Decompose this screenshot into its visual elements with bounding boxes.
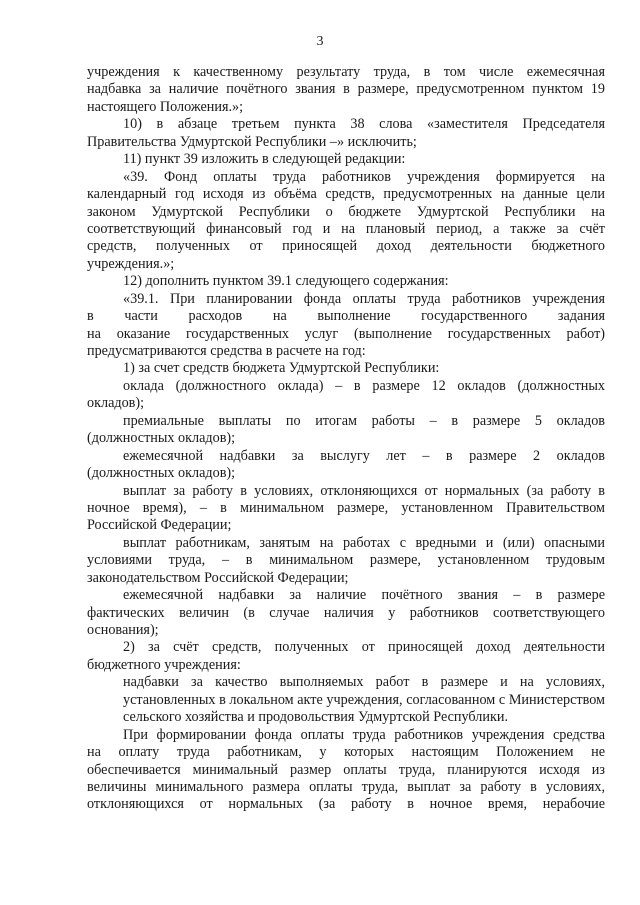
text-line: календарный год исходя из объёма средств, предусмотренных на данные цели xyxy=(87,186,605,203)
text-line: надбавка за наличие почётного звания в размере, предусмотренном пунктом 19 xyxy=(87,81,605,98)
text-line: фактических величин (в случае наличия у работников соответствующего xyxy=(87,604,605,621)
text-line: учреждения.»; xyxy=(87,255,175,272)
text-line: Российской Федерации; xyxy=(87,517,232,534)
text-line: ежемесячной надбавки за наличие почётного звания – в размере xyxy=(123,587,605,604)
text-line: величины минимального размера оплаты труда, выплат за работу в условиях, xyxy=(87,778,605,795)
text-line: 12) дополнить пунктом 39.1 следующего содержания: xyxy=(123,273,449,290)
document-body xyxy=(87,64,605,814)
text-line: ежемесячной надбавки за выслугу лет – в размере 2 окладов xyxy=(123,447,605,464)
text-line: окладов); xyxy=(87,395,145,412)
text-line: 10) в абзаце третьем пункта 38 слова «заместителя Председателя xyxy=(123,116,605,133)
text-line: отклоняющихся от нормальных (за работу в ночное время, нерабочие xyxy=(87,796,605,813)
page-number: 3 xyxy=(316,34,324,49)
text-line: условиями труда, – в минимальном размере, установленном трудовым xyxy=(87,552,605,569)
text-line: оклада (должностного оклада) – в размере 12 окладов (должностных xyxy=(123,377,605,394)
text-line: законом Удмуртской Республики о бюджете Удмуртской Республики на xyxy=(87,203,605,220)
text-line: При формировании фонда оплаты труда работников учреждения средства xyxy=(123,726,605,743)
text-line: 2) за счёт средств, полученных от приносящей доход деятельности xyxy=(123,639,605,656)
text-line: 1) за счет средств бюджета Удмуртской Республики: xyxy=(123,360,440,377)
text-line: на оказание государственных услуг (выполнение государственных работ) xyxy=(87,325,605,342)
text-line: бюджетного учреждения: xyxy=(87,656,241,673)
text-line: учреждения к качественному результату труда, в том числе ежемесячная xyxy=(87,64,605,80)
text-line: (должностных окладов); xyxy=(87,430,236,447)
text-line: предусматриваются средства в расчете на год: xyxy=(87,343,366,359)
text-line: выплат работникам, занятым на работах с вредными и (или) опасными xyxy=(123,534,605,551)
text-line: «39. Фонд оплаты труда работников учреждения формируется на xyxy=(123,168,605,185)
text-line: обеспечивается минимальный размер оплаты труда, планируются исходя из xyxy=(87,761,605,778)
text-line: в части расходов на выполнение государственного задания xyxy=(87,308,605,325)
text-line: премиальные выплаты по итогам работы – в размере 5 окладов xyxy=(123,412,605,429)
text-line: соответствующий финансовый год и на плановый период, а также за счёт xyxy=(87,220,605,237)
text-line: ночное время), – в минимальном размере, установленном Правительством xyxy=(87,499,605,516)
text-line: сельского хозяйства и продовольствия Удмуртской Республики. xyxy=(123,709,508,726)
text-line: Правительства Удмуртской Республики –» исключить; xyxy=(87,133,417,150)
text-line: основания); xyxy=(87,622,159,638)
text-line: «39.1. При планировании фонда оплаты труда работников учреждения xyxy=(123,290,605,307)
text-line: 11) пункт 39 изложить в следующей редакции: xyxy=(123,151,406,168)
text-line: надбавки за качество выполняемых работ в размере и на условиях, xyxy=(123,674,605,691)
text-line: средств, полученных от приносящей доход деятельности бюджетного xyxy=(87,238,605,255)
text-line: настоящего Положения.»; xyxy=(87,98,244,115)
text-line: на оплату труда работникам, у которых настоящим Положением не xyxy=(87,744,605,761)
text-line: установленных в локальном акте учреждения, согласованном с Министерством xyxy=(123,691,605,708)
text-line: выплат за работу в условиях, отклоняющихся от нормальных (за работу в xyxy=(123,482,605,499)
text-line: законодательством Российской Федерации; xyxy=(87,569,349,586)
text-line: (должностных окладов); xyxy=(87,465,236,482)
